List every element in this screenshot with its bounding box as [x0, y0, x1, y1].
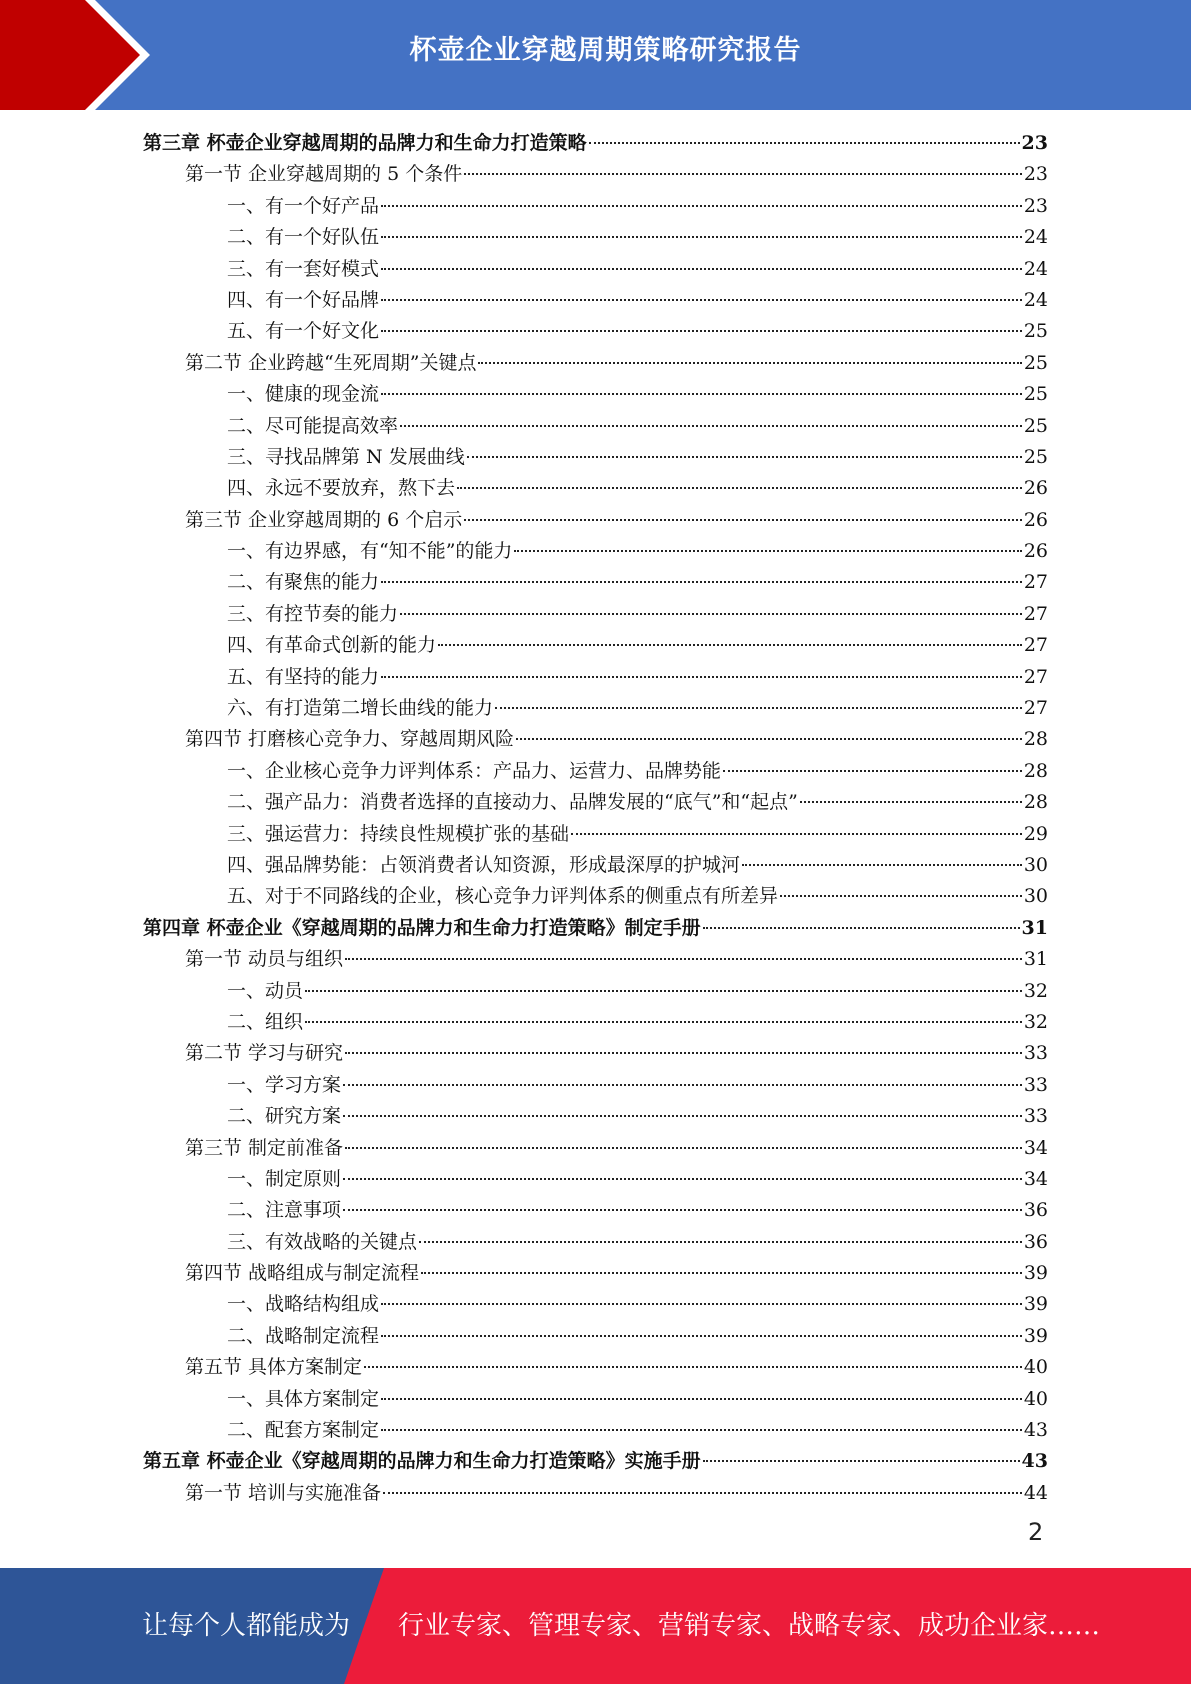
toc-subsection-entry[interactable]: [143, 1321, 1048, 1352]
toc-entry-page: 39: [1023, 1324, 1048, 1347]
toc-subsection-entry[interactable]: [143, 442, 1048, 473]
toc-entry-title: 三、有控节奏的能力: [227, 602, 399, 625]
toc-entry-page: 27: [1023, 571, 1048, 594]
toc-entry-title: 一、动员: [227, 979, 304, 1002]
toc-subsection-entry[interactable]: [143, 316, 1048, 347]
toc-entry-page: 33: [1023, 1042, 1048, 1065]
page-header: [0, 0, 1191, 110]
toc-entry-page: 28: [1023, 791, 1048, 814]
toc-entry-title: 四、有革命式创新的能力: [227, 634, 437, 657]
toc-dot-leader: [400, 613, 1022, 615]
toc-entry-title: 第五章 杯壶企业《穿越周期的品牌力和生命力打造策略》实施手册: [143, 1450, 701, 1473]
toc-entry-page: 23: [1023, 163, 1048, 186]
toc-entry-page: 39: [1023, 1262, 1048, 1285]
toc-dot-leader: [364, 1366, 1022, 1368]
toc-subsection-entry[interactable]: [143, 976, 1048, 1007]
toc-entry-page: 26: [1023, 508, 1048, 531]
toc-entry-title: 六、有打造第二增长曲线的能力: [227, 697, 494, 720]
toc-entry-title: 四、有一个好品牌: [227, 288, 380, 311]
toc-entry-page: 30: [1023, 885, 1048, 908]
toc-dot-leader: [703, 927, 1020, 929]
toc-entry-title: 第三章 杯壶企业穿越周期的品牌力和生命力打造策略: [143, 132, 587, 154]
toc-entry-title: 二、强产品力：消费者选择的直接动力、品牌发展的“底气”和“起点”: [227, 791, 798, 814]
toc-entry-page: 40: [1023, 1356, 1048, 1379]
toc-dot-leader: [589, 142, 1020, 144]
toc-chapter-entry[interactable]: [143, 128, 1048, 159]
toc-entry-page: 26: [1023, 540, 1048, 563]
toc-entry-page: 25: [1023, 414, 1048, 437]
toc-section-entry[interactable]: [143, 944, 1048, 975]
toc-entry-title: 第一节 企业穿越周期的 5 个条件: [185, 163, 463, 186]
toc-dot-leader: [381, 268, 1022, 270]
toc-entry-page: 28: [1023, 728, 1048, 751]
toc-dot-leader: [381, 676, 1022, 678]
toc-entry-title: 第一节 动员与组织: [185, 948, 344, 971]
toc-entry-title: 第三节 制定前准备: [185, 1136, 344, 1159]
toc-entry-title: 一、具体方案制定: [227, 1387, 380, 1410]
toc-dot-leader: [457, 487, 1022, 489]
toc-subsection-entry[interactable]: [143, 222, 1048, 253]
toc-subsection-entry[interactable]: [143, 1007, 1048, 1038]
toc-dot-leader: [381, 330, 1022, 332]
toc-entry-title: 四、强品牌势能：占领消费者认知资源，形成最深厚的护城河: [227, 853, 741, 876]
toc-entry-title: 第三节 企业穿越周期的 6 个启示: [185, 508, 463, 531]
toc-entry-title: 一、战略结构组成: [227, 1293, 380, 1316]
toc-entry-page: 30: [1023, 853, 1048, 876]
toc-chapter-entry[interactable]: [143, 1446, 1048, 1477]
toc-subsection-entry[interactable]: [143, 567, 1048, 598]
toc-entry-page: 27: [1023, 602, 1048, 625]
toc-entry-page: 33: [1023, 1105, 1048, 1128]
toc-subsection-entry[interactable]: [143, 1070, 1048, 1101]
toc-entry-title: 第一节 培训与实施准备: [185, 1481, 382, 1504]
toc-entry-title: 第四节 战略组成与制定流程: [185, 1262, 420, 1285]
toc-entry-page: 32: [1023, 1010, 1048, 1033]
toc-subsection-entry[interactable]: [143, 599, 1048, 630]
toc-section-entry[interactable]: [143, 159, 1048, 190]
toc-subsection-entry[interactable]: [143, 1384, 1048, 1415]
toc-entry-title: 一、企业核心竞争力评判体系：产品力、运营力、品牌势能: [227, 759, 722, 782]
toc-entry-page: 23: [1021, 132, 1048, 154]
toc-entry-title: 二、配套方案制定: [227, 1419, 380, 1442]
toc-subsection-entry[interactable]: [143, 411, 1048, 442]
toc-section-entry[interactable]: [143, 1478, 1048, 1509]
toc-chapter-entry[interactable]: [143, 913, 1048, 944]
toc-section-entry[interactable]: [143, 1352, 1048, 1383]
toc-subsection-entry[interactable]: [143, 1164, 1048, 1195]
toc-dot-leader: [305, 1021, 1022, 1023]
toc-dot-leader: [478, 362, 1021, 364]
toc-subsection-entry[interactable]: [143, 787, 1048, 818]
toc-dot-leader: [419, 1241, 1022, 1243]
toc-entry-title: 一、有边界感，有“知不能”的能力: [227, 540, 513, 563]
toc-subsection-entry[interactable]: [143, 191, 1048, 222]
toc-entry-page: 23: [1023, 194, 1048, 217]
toc-entry-title: 一、健康的现金流: [227, 383, 380, 406]
toc-dot-leader: [438, 644, 1022, 646]
toc-subsection-entry[interactable]: [143, 1195, 1048, 1226]
toc-entry-page: 25: [1023, 383, 1048, 406]
toc-entry-title: 五、有一个好文化: [227, 320, 380, 343]
toc-entry-page: 27: [1023, 697, 1048, 720]
toc-dot-leader: [516, 738, 1022, 740]
toc-dot-leader: [464, 173, 1022, 175]
toc-section-entry[interactable]: [143, 1258, 1048, 1289]
toc-dot-leader: [345, 958, 1022, 960]
toc-entry-page: 34: [1023, 1167, 1048, 1190]
toc-entry-page: 40: [1023, 1387, 1048, 1410]
toc-entry-title: 二、注意事项: [227, 1199, 342, 1222]
toc-subsection-entry[interactable]: [143, 1289, 1048, 1320]
toc-entry-page: 27: [1023, 665, 1048, 688]
toc-dot-leader: [381, 236, 1022, 238]
toc-entry-page: 43: [1023, 1419, 1048, 1442]
toc-section-entry[interactable]: [143, 348, 1048, 379]
toc-entry-title: 第二节 学习与研究: [185, 1042, 344, 1065]
toc-entry-title: 五、对于不同路线的企业，核心竞争力评判体系的侧重点有所差异: [227, 885, 779, 908]
toc-entry-page: 39: [1023, 1293, 1048, 1316]
toc-dot-leader: [467, 456, 1022, 458]
toc-entry-title: 五、有坚持的能力: [227, 665, 380, 688]
toc-dot-leader: [514, 550, 1021, 552]
toc-entry-title: 二、组织: [227, 1010, 304, 1033]
toc-entry-title: 第五节 具体方案制定: [185, 1356, 363, 1379]
toc-entry-title: 三、寻找品牌第 N 发展曲线: [227, 445, 465, 468]
toc-subsection-entry[interactable]: [143, 379, 1048, 410]
toc-dot-leader: [343, 1084, 1022, 1086]
toc-entry-page: 31: [1023, 948, 1048, 971]
toc-subsection-entry[interactable]: [143, 1101, 1048, 1132]
toc-dot-leader: [345, 1052, 1022, 1054]
toc-entry-title: 一、制定原则: [227, 1167, 342, 1190]
toc-dot-leader: [723, 770, 1022, 772]
toc-entry-title: 二、尽可能提高效率: [227, 414, 399, 437]
toc-entry-title: 第四章 杯壶企业《穿越周期的品牌力和生命力打造策略》制定手册: [143, 916, 701, 939]
toc-section-entry[interactable]: [143, 1133, 1048, 1164]
toc-entry-page: 25: [1023, 445, 1048, 468]
toc-subsection-entry[interactable]: [143, 819, 1048, 850]
toc-entry-title: 二、研究方案: [227, 1105, 342, 1128]
toc-dot-leader: [780, 895, 1022, 897]
toc-dot-leader: [343, 1178, 1022, 1180]
table-of-contents: [143, 128, 1048, 1509]
toc-entry-page: 25: [1023, 320, 1048, 343]
toc-dot-leader: [381, 205, 1022, 207]
toc-entry-page: 27: [1023, 634, 1048, 657]
toc-subsection-entry[interactable]: [143, 630, 1048, 661]
toc-dot-leader: [381, 299, 1022, 301]
toc-entry-title: 第四节 打磨核心竞争力、穿越周期风险: [185, 728, 515, 751]
toc-dot-leader: [345, 1147, 1022, 1149]
toc-entry-page: 26: [1023, 477, 1048, 500]
toc-subsection-entry[interactable]: [143, 473, 1048, 504]
toc-entry-title: 二、战略制定流程: [227, 1324, 380, 1347]
page-footer: [0, 1568, 1191, 1684]
toc-dot-leader: [400, 425, 1022, 427]
toc-entry-page: 25: [1023, 351, 1048, 374]
toc-entry-title: 一、有一个好产品: [227, 194, 380, 217]
toc-entry-title: 三、强运营力：持续良性规模扩张的基础: [227, 822, 570, 845]
toc-section-entry[interactable]: [143, 505, 1048, 536]
toc-entry-title: 第二节 企业跨越“生死周期”关键点: [185, 351, 477, 374]
toc-subsection-entry[interactable]: [143, 1227, 1048, 1258]
toc-section-entry[interactable]: [143, 724, 1048, 755]
toc-subsection-entry[interactable]: [143, 1415, 1048, 1446]
toc-dot-leader: [305, 990, 1022, 992]
toc-dot-leader: [571, 833, 1022, 835]
toc-subsection-entry[interactable]: [143, 693, 1048, 724]
header-title: 杯壶企业穿越周期策略研究报告: [409, 35, 802, 66]
toc-subsection-entry[interactable]: [143, 536, 1048, 567]
toc-entry-page: 44: [1023, 1481, 1048, 1504]
footer-slogan-left: 让每个人都能成为: [142, 1611, 351, 1641]
toc-dot-leader: [800, 801, 1022, 803]
toc-dot-leader: [381, 1429, 1022, 1431]
toc-entry-page: 28: [1023, 759, 1048, 782]
toc-entry-page: 24: [1023, 288, 1048, 311]
toc-entry-page: 24: [1023, 226, 1048, 249]
toc-entry-page: 43: [1021, 1450, 1048, 1473]
toc-subsection-entry[interactable]: [143, 285, 1048, 316]
toc-dot-leader: [464, 519, 1022, 521]
toc-entry-page: 34: [1023, 1136, 1048, 1159]
toc-entry-title: 二、有聚焦的能力: [227, 571, 380, 594]
toc-subsection-entry[interactable]: [143, 254, 1048, 285]
toc-dot-leader: [383, 1492, 1022, 1494]
toc-dot-leader: [343, 1209, 1022, 1211]
toc-subsection-entry[interactable]: [143, 881, 1048, 912]
toc-subsection-entry[interactable]: [143, 850, 1048, 881]
toc-subsection-entry[interactable]: [143, 662, 1048, 693]
toc-dot-leader: [381, 393, 1022, 395]
toc-dot-leader: [495, 707, 1022, 709]
toc-entry-title: 三、有一套好模式: [227, 257, 380, 280]
toc-dot-leader: [381, 1335, 1022, 1337]
toc-entry-page: 33: [1023, 1073, 1048, 1096]
toc-dot-leader: [742, 864, 1022, 866]
toc-entry-title: 四、永远不要放弃，熬下去: [227, 477, 456, 500]
toc-dot-leader: [381, 1398, 1022, 1400]
toc-subsection-entry[interactable]: [143, 756, 1048, 787]
page-number: 2: [1028, 1518, 1044, 1546]
toc-dot-leader: [381, 581, 1022, 583]
toc-entry-page: 36: [1023, 1230, 1048, 1253]
toc-entry-title: 二、有一个好队伍: [227, 226, 380, 249]
footer-slogan-right: 行业专家、管理专家、营销专家、战略专家、成功企业家……: [398, 1611, 1101, 1641]
toc-entry-title: 三、有效战略的关键点: [227, 1230, 418, 1253]
toc-dot-leader: [343, 1115, 1022, 1117]
toc-entry-title: 一、学习方案: [227, 1073, 342, 1096]
toc-entry-page: 36: [1023, 1199, 1048, 1222]
toc-dot-leader: [703, 1460, 1020, 1462]
toc-entry-page: 31: [1021, 916, 1048, 939]
toc-entry-page: 29: [1023, 822, 1048, 845]
toc-section-entry[interactable]: [143, 1038, 1048, 1069]
toc-entry-page: 24: [1023, 257, 1048, 280]
toc-dot-leader: [421, 1272, 1022, 1274]
toc-entry-page: 32: [1023, 979, 1048, 1002]
toc-dot-leader: [381, 1303, 1022, 1305]
